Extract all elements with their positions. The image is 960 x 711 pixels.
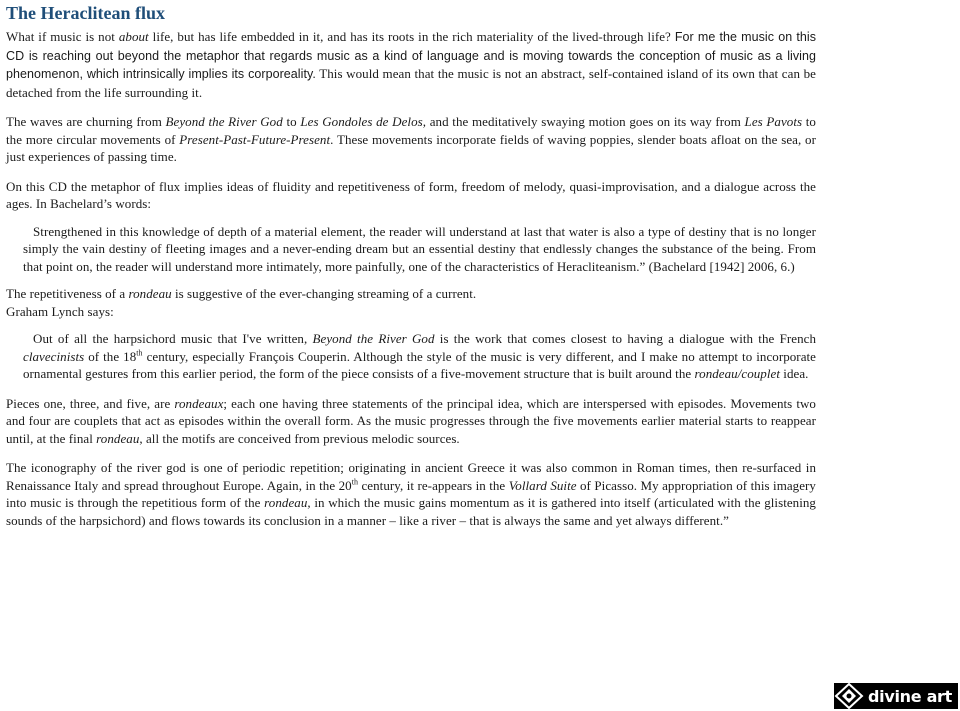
- divine-art-emblem-icon: [834, 683, 864, 709]
- lynch-quote: Out of all the harpsichord music that I've written, Beyond the River God is the work that comes closest to having a dialogue with the French clavecinists of the 18th century, especially François Couperin. Although the style of the music is very different, and I make no attempt to incorporate ornamental gestures from this earlier period, the form of the piece consists of a five-movement structure that is built around the rondeau/couplet idea.: [23, 331, 816, 381]
- document-title: The Heraclitean flux: [6, 3, 165, 23]
- paragraph-waves: The waves are churning from Beyond the River God to Les Gondoles de Delos, and the meditatively swaying motion goes on its way from Les Pavots to the more circular movements of Present-Past-Future-Present. These movements incorporate fields of waving poppies, slender boats afloat on the sea, or just experiences of passing time.: [6, 114, 816, 164]
- paragraph-iconography: The iconography of the river god is one of periodic repetition; originating in ancient Greece it was also common in Roman times, then re-surfaced in Renaissance Italy and spread throughout Europe. Again, in the 20th century, it re-appears in the Vollard Suite of Picasso. My appropriation of this imagery into music is through the repetitious form of the rondeau, in which the music gains momentum as it is gathered into itself (articulated with the glistening sounds of the harpsichord) and flows towards its conclusion in a manner – like a river – that is always the same and yet always different.”: [6, 460, 816, 528]
- divine-art-logo: [834, 683, 958, 709]
- paragraph-intro: What if music is not about life, but has life embedded in it, and has its roots in the rich materiality of the lived-through life? For me the music on this CD is reaching out beyond the metaphor that regards music as a kind of language and is moving towards the conception of music as a living phenomenon, which intrinsically implies its corporeality. This would mean that the music is not an abstract, self-contained island of its own that can be detached from the life surrounding it.: [6, 29, 816, 100]
- document-page: [6, 0, 816, 529]
- paragraph-rondeau: The repetitiveness of a rondeau is suggestive of the ever-changing streaming of a current. Graham Lynch says:: [6, 286, 477, 319]
- paragraph-flux-metaphor: On this CD the metaphor of flux implies ideas of fluidity and repetitiveness of form, freedom of melody, quasi-improvisation, and a dialogue across the ages. In Bachelard’s words:: [6, 178, 816, 211]
- logo-wordmark: divine art: [868, 686, 953, 706]
- bachelard-quote: Strengthened in this knowledge of depth of a material element, the reader will understand at last that water is also a type of destiny that is no longer simply the vain destiny of fleeting images and a never-ending dream but an essential destiny that endlessly changes the substance of the being. From that point on, the reader will understand more intimately, more painfully, one of the characteristics of Heracliteanism.” (Bachelard [1942] 2006, 6.): [23, 223, 816, 274]
- paragraph-rondeaux: Pieces one, three, and five, are rondeaux; each one having three statements of the principal idea, which are interspersed with episodes. Movements two and four are couplets that act as episodes within the overall form. As the music progresses through the five movements earlier material starts to reappear until, at the final rondeau, all the motifs are conceived from previous melodic sources.: [6, 395, 816, 446]
